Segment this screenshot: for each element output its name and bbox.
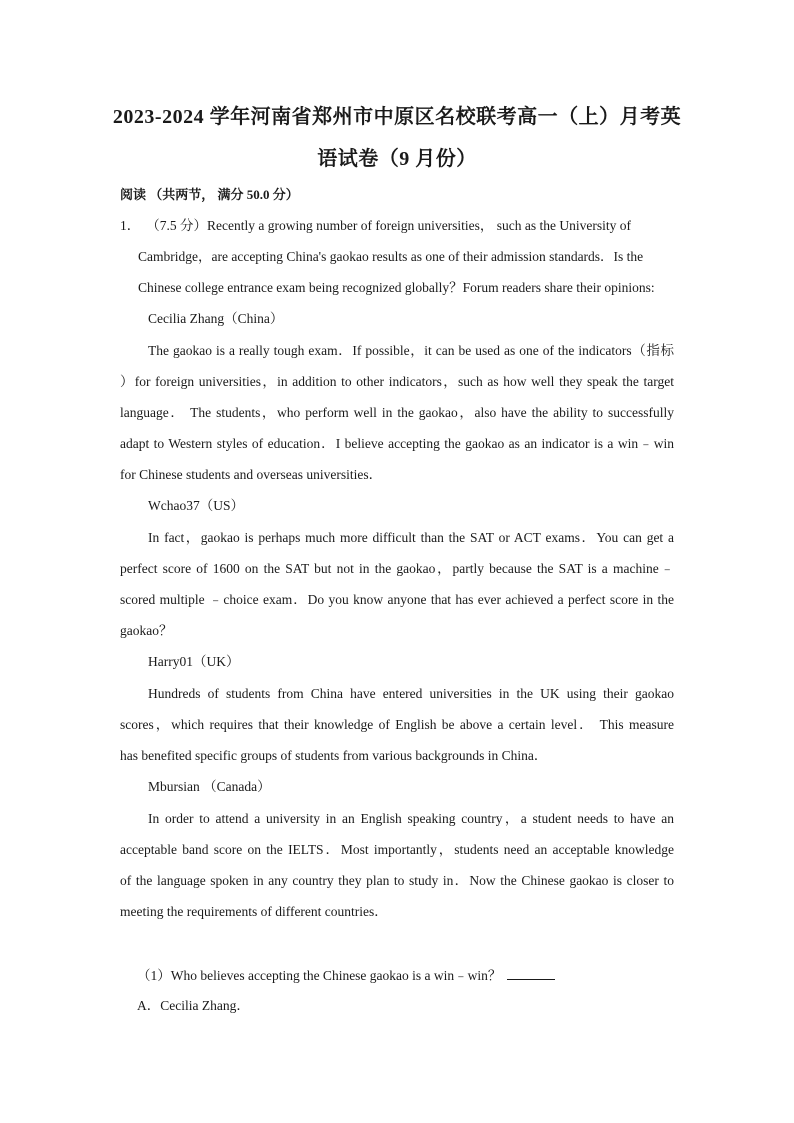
opinion-line: for Chinese students and overseas universities． xyxy=(120,467,383,482)
question-intro-line-3: Chinese college entrance exam being recognized globally？Forum readers share their opinions: xyxy=(138,280,655,295)
opinion-line: The gaokao is a really tough exam．If possible，it can be used as one of the indicators（指标 xyxy=(148,343,674,358)
question-score: （7.5 分） xyxy=(146,218,207,233)
opinion-author: Harry01（UK） xyxy=(148,654,240,669)
section-heading: 阅读 （共两节， 满分 50.0 分） xyxy=(120,187,299,202)
answer-blank[interactable] xyxy=(507,965,555,980)
opinion-line: gaokao？ xyxy=(120,623,173,638)
exam-title-line-2: 语试卷（9 月份） xyxy=(317,148,477,170)
question-number: 1． xyxy=(120,218,141,233)
opinion-line: has benefited specific groups of students from various backgrounds in China． xyxy=(120,748,548,763)
sub-question-line xyxy=(137,965,555,986)
opinion-line: Hundreds of students from China have entered universities in the UK using their gaokao xyxy=(148,686,674,701)
sub-question-text: （1）Who believes accepting the Chinese gaokao is a win﹣win？ xyxy=(137,968,502,983)
opinion-line: scores，which requires that their knowledge of English be above a certain level． This measure xyxy=(120,717,674,732)
opinion-line: adapt to Western styles of education．I believe accepting the gaokao as an indicator is a win﹣win xyxy=(120,436,674,451)
opinion-line: meeting the requirements of different countries． xyxy=(120,904,388,919)
opinion-line: acceptable band score on the IELTS．Most importantly，students need an acceptable knowledge xyxy=(120,842,674,857)
question-number-line xyxy=(120,216,631,236)
option-a[interactable]: A．Cecilia Zhang． xyxy=(137,998,250,1013)
opinion-line: language． The students，who perform well in the gaokao，also have the ability to successfully xyxy=(120,405,674,420)
opinion-line: of the language spoken in any country they plan to study in．Now the Chinese gaokao is closer to xyxy=(120,873,674,888)
opinion-author: Wchao37（US） xyxy=(148,498,244,513)
opinion-author: Cecilia Zhang（China） xyxy=(148,311,284,326)
question-intro-line-1: Recently a growing number of foreign universities， such as the University of xyxy=(207,218,632,233)
exam-title-line-1: 2023-2024 学年河南省郑州市中原区名校联考高一（上）月考英 xyxy=(112,106,682,128)
opinion-line: perfect score of 1600 on the SAT but not in the gaokao，partly because the SAT is a machine﹣ xyxy=(120,561,674,576)
opinion-author: Mbursian （Canada） xyxy=(148,779,271,794)
opinion-line: scored multiple ﹣choice exam．Do you know anyone that has ever achieved a perfect score in the xyxy=(120,592,674,607)
opinion-line: In order to attend a university in an English speaking country，a student needs to have an xyxy=(148,811,674,826)
question-intro-line-2: Cambridge，are accepting China's gaokao results as one of their admission standards．Is the xyxy=(138,249,644,264)
opinion-line: In fact，gaokao is perhaps much more difficult than the SAT or ACT exams．You can get a xyxy=(148,530,674,545)
opinion-line: ）for foreign universities，in addition to other indicators，such as how well they speak the target xyxy=(120,374,674,389)
